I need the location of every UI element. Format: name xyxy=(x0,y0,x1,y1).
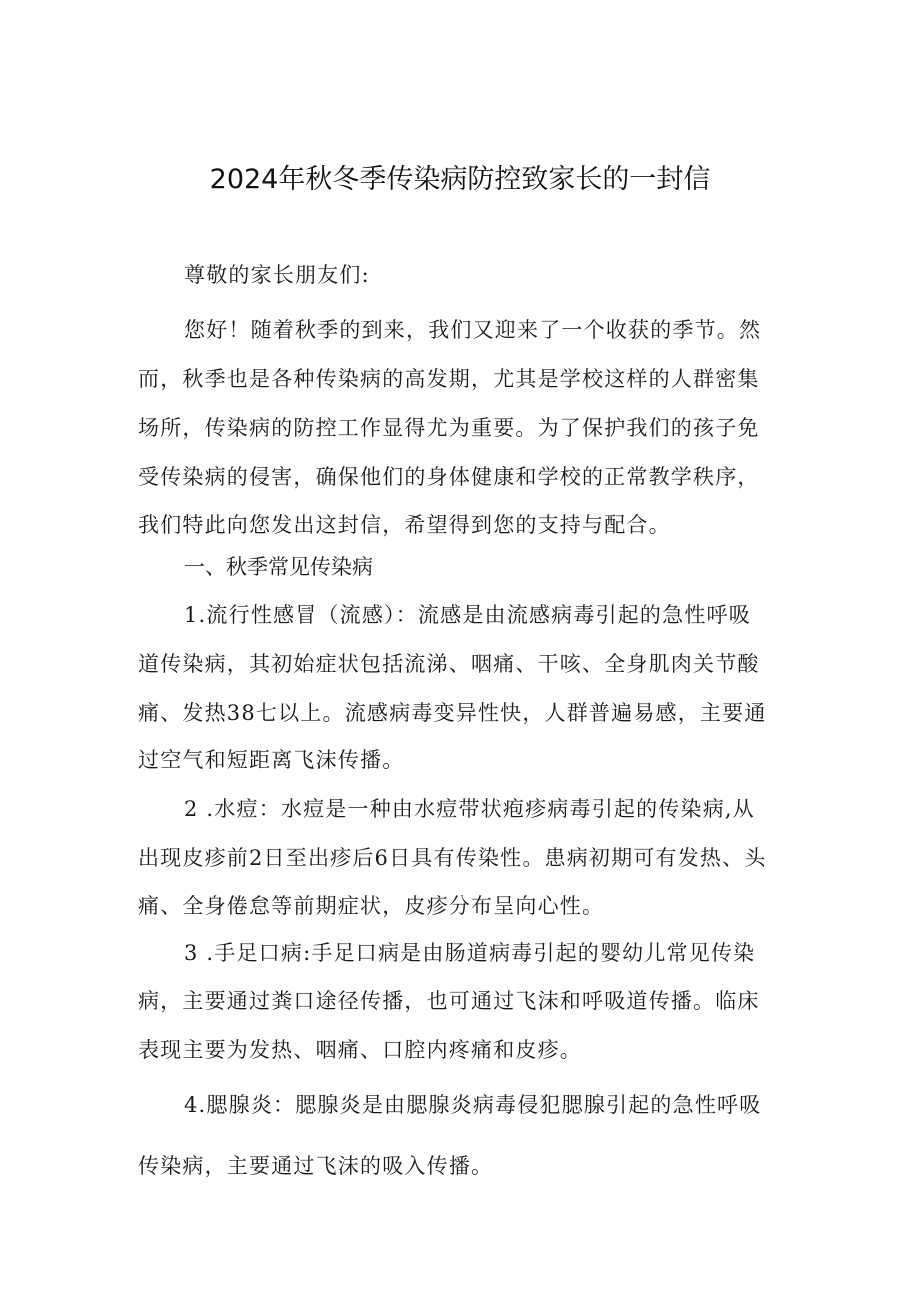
item2-line-3: 痛、全身倦怠等前期症状，皮疹分布呈向心性。 xyxy=(138,894,605,918)
page-title: 2024年秋冬季传染病防控致家长的一封信 xyxy=(209,164,711,195)
intro-line-3: 场所，传染病的防控工作显得尤为重要。为了保护我们的孩子免 xyxy=(138,416,760,440)
intro-line-5: 我们特此向您发出这封信，希望得到您的支持与配合。 xyxy=(138,513,671,537)
salutation: 尊敬的家长朋友们: xyxy=(184,263,370,287)
item1-line-4: 过空气和短距离飞沫传播。 xyxy=(138,748,405,772)
item2-line-1: 2 .水痘：水痘是一种由水痘带状疱疹病毒引起的传染病,从 xyxy=(184,797,755,821)
intro-line-2: 而，秋季也是各种传染病的高发期，尤其是学校这样的人群密集 xyxy=(138,367,760,391)
item3-line-1: 3 .手足口病:手足口病是由肠道病毒引起的婴幼儿常见传染 xyxy=(184,941,756,965)
intro-line-4: 受传染病的侵害，确保他们的身体健康和学校的正常教学秩序， xyxy=(138,465,760,489)
section-heading: 一、秋季常见传染病 xyxy=(184,555,373,579)
item3-line-3: 表现主要为发热、咽痛、口腔内疼痛和皮疹。 xyxy=(138,1038,582,1062)
item4-line-1: 4.腮腺炎：腮腺炎是由腮腺炎病毒侵犯腮腺引起的急性呼吸 xyxy=(184,1093,762,1117)
item2-line-2: 出现皮疹前2日至出疹后6日具有传染性。患病初期可有发热、头 xyxy=(138,846,767,870)
item1-line-1: 1.流行性感冒（流感）：流感是由流感病毒引起的急性呼吸 xyxy=(184,603,751,627)
item1-line-2: 道传染病，其初始症状包括流涕、咽痛、干咳、全身肌肉关节酸 xyxy=(138,652,760,676)
item1-line-3: 痛、发热38七以上。流感病毒变异性快，人群普遍易感，主要通 xyxy=(138,701,767,725)
intro-line-1: 您好！随着秋季的到来，我们又迎来了一个收获的季节。然 xyxy=(184,318,762,342)
item3-line-2: 病，主要通过粪口途径传播，也可通过飞沫和呼吸道传播。临床 xyxy=(138,989,760,1013)
item4-line-2: 传染病，主要通过飞沫的吸入传播。 xyxy=(138,1154,494,1178)
